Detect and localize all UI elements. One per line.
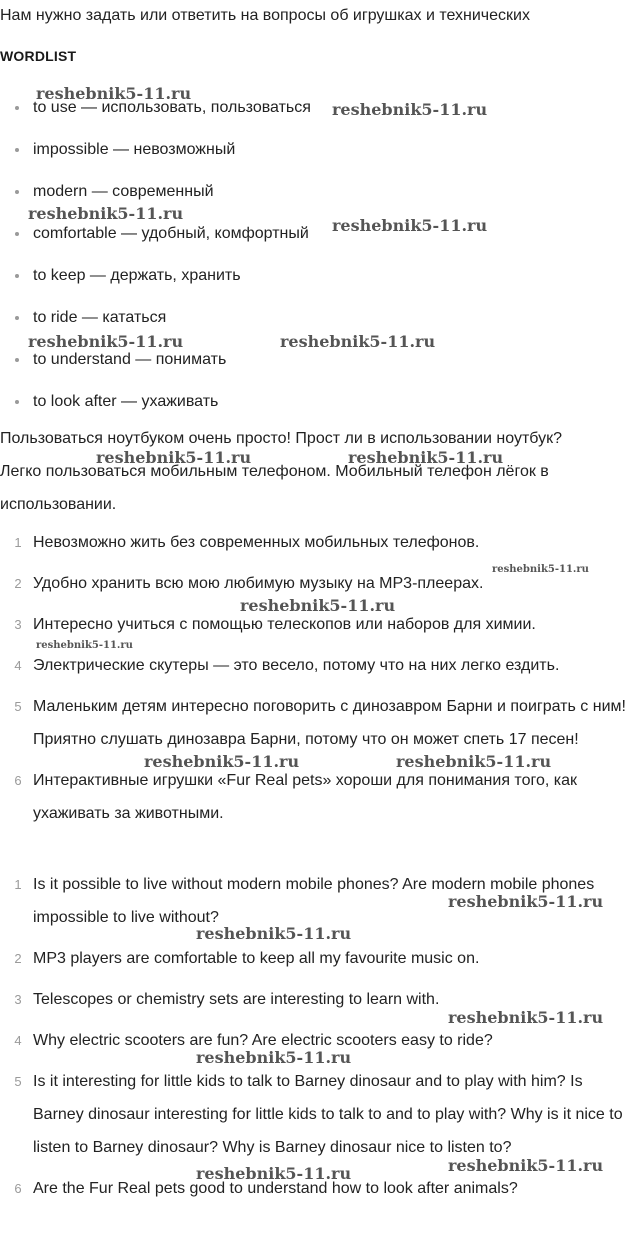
item-number: 1 xyxy=(14,535,22,550)
list-item xyxy=(0,1024,632,1057)
list-item xyxy=(0,567,632,600)
item-number: 5 xyxy=(14,699,22,714)
item-number: 1 xyxy=(14,877,22,892)
watermark: reshebnik5-11.ru xyxy=(280,332,436,351)
watermark: reshebnik5-11.ru xyxy=(348,448,504,467)
watermark: reshebnik5-11.ru xyxy=(144,752,300,771)
item-text: Интересно учиться с помощью телескопов или наборов для химии. xyxy=(33,616,536,633)
item-text: Удобно хранить всю мою любимую музыку на MP3-плеерах. xyxy=(33,575,484,592)
item-number: 3 xyxy=(14,617,22,632)
item-text: Невозможно жить без современных мобильных телефонов. xyxy=(33,534,480,551)
item-text: Интерактивные игрушки «Fur Real pets» хороши для понимания того, как ухаживать за животными. xyxy=(33,772,577,822)
english-sentences-list xyxy=(0,868,632,1213)
watermark: reshebnik5-11.ru xyxy=(96,448,252,467)
watermark: reshebnik5-11.ru xyxy=(36,84,192,103)
list-item xyxy=(0,1065,632,1164)
wordlist-item xyxy=(0,222,632,264)
examples xyxy=(0,422,632,521)
item-number: 5 xyxy=(14,1074,22,1089)
item-text: MP3 players are comfortable to keep all my favourite music on. xyxy=(33,950,480,967)
item-number: 2 xyxy=(14,951,22,966)
item-number: 6 xyxy=(14,1181,22,1196)
bullet-icon xyxy=(15,400,19,404)
item-number: 4 xyxy=(14,658,22,673)
item-number: 4 xyxy=(14,1033,22,1048)
wordlist-item xyxy=(0,348,632,390)
wordlist-item-text: comfortable — удобный, комфортный xyxy=(33,225,309,242)
watermark: reshebnik5-11.ru xyxy=(196,1164,352,1183)
item-text: Электрические скутеры — это весело, потому что на них легко ездить. xyxy=(33,657,560,674)
list-item xyxy=(0,1172,632,1205)
item-text: Is it possible to live without modern mobile phones? Are modern mobile phones impossible to live without? xyxy=(33,876,595,926)
wordlist-item-text: to understand — понимать xyxy=(33,351,227,368)
watermark: reshebnik5-11.ru xyxy=(448,1008,604,1027)
watermark: reshebnik5-11.ru xyxy=(448,1156,604,1175)
wordlist-item xyxy=(0,264,632,306)
wordlist-item xyxy=(0,180,632,222)
bullet-icon xyxy=(15,148,19,152)
list-item xyxy=(0,649,632,682)
wordlist-item-text: to use — использовать, пользоваться xyxy=(33,99,311,116)
wordlist-item-text: to ride — кататься xyxy=(33,309,167,326)
item-text: Are the Fur Real pets good to understand how to look after animals? xyxy=(33,1180,518,1197)
watermark: reshebnik5-11.ru xyxy=(196,1048,352,1067)
item-text: Telescopes or chemistry sets are interesting to learn with. xyxy=(33,991,440,1008)
list-item xyxy=(0,608,632,641)
watermark: reshebnik5-11.ru xyxy=(240,596,396,615)
item-text: Why electric scooters are fun? Are electric scooters easy to ride? xyxy=(33,1032,493,1049)
list-item xyxy=(0,868,632,934)
bullet-icon xyxy=(15,274,19,278)
bullet-icon xyxy=(15,106,19,110)
watermark: reshebnik5-11.ru xyxy=(448,892,604,911)
item-text: Маленьким детям интересно поговорить с динозавром Барни и поиграть с ним! Приятно слушать динозавра Барни, потому что он может спеть 17 песен! xyxy=(33,698,626,748)
item-text: Is it interesting for little kids to talk to Barney dinosaur and to play with him? Is Barney dinosaur interesting for little kids to talk to and to play with? Why is it nice to listen to Barney dinosaur? Why is Barney dinosaur nice to listen to? xyxy=(33,1073,623,1156)
list-item xyxy=(0,983,632,1016)
bullet-icon xyxy=(15,190,19,194)
item-number: 6 xyxy=(14,773,22,788)
watermark: reshebnik5-11.ru xyxy=(196,924,352,943)
watermark: reshebnik5-11.ru xyxy=(332,216,488,235)
russian-sentences-list xyxy=(0,526,632,838)
example-line: Легко пользоваться мобильным телефоном. Мобильный телефон лёгок в использовании. xyxy=(0,463,549,513)
list-item xyxy=(0,526,632,559)
wordlist-item-text: modern — современный xyxy=(33,183,214,200)
wordlist-item xyxy=(0,96,632,138)
watermark: reshebnik5-11.ru xyxy=(396,752,552,771)
intro-text: Нам нужно задать или ответить на вопросы об игрушках и технических xyxy=(0,7,530,24)
watermark: reshebnik5-11.ru xyxy=(332,100,488,119)
item-number: 2 xyxy=(14,576,22,591)
wordlist-item xyxy=(0,306,632,348)
list-item xyxy=(0,942,632,975)
wordlist-item xyxy=(0,138,632,180)
watermark: reshebnik5-11.ru xyxy=(28,332,184,351)
item-number: 3 xyxy=(14,992,22,1007)
example-line: Пользоваться ноутбуком очень просто! Прост ли в использовании ноутбук? xyxy=(0,430,563,447)
bullet-icon xyxy=(15,316,19,320)
bullet-icon xyxy=(15,358,19,362)
wordlist-item-text: impossible — невозможный xyxy=(33,141,236,158)
watermark: reshebnik5-11.ru xyxy=(28,204,184,223)
wordlist xyxy=(0,96,632,432)
watermark: reshebnik5-11.ru xyxy=(36,640,133,651)
watermark: reshebnik5-11.ru xyxy=(492,564,589,575)
wordlist-item-text: to keep — держать, хранить xyxy=(33,267,241,284)
list-item xyxy=(0,764,632,830)
bullet-icon xyxy=(15,232,19,236)
wordlist-item-text: to look after — ухаживать xyxy=(33,393,219,410)
wordlist-heading: WORDLIST xyxy=(0,48,77,64)
list-item xyxy=(0,690,632,756)
